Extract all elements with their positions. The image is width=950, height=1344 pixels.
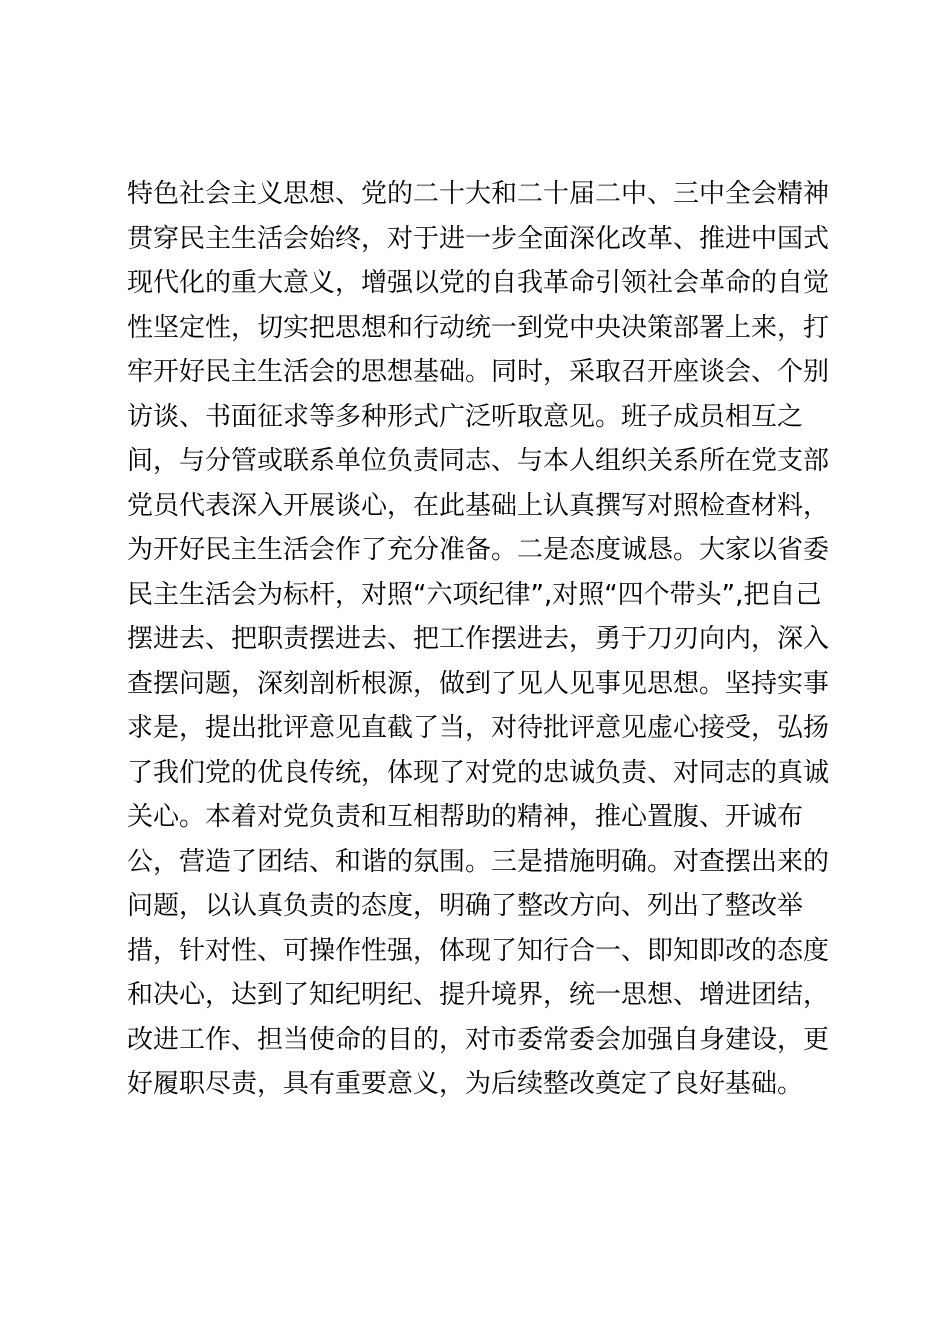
text-line: 间，与分管或联系单位负责同志、与本人组织关系所在党支部 xyxy=(127,446,830,476)
text-line: 查摆问题，深刻剖析根源，做到了见人见事见思想。坚持实事 xyxy=(127,668,830,699)
text-line: 公，营造了团结、和谐的氛围。三是措施明确。对查摆出来的 xyxy=(127,846,830,877)
text-line: 措，针对性、可操作性强，体现了知行合一、即知即改的态度 xyxy=(127,935,830,966)
text-line: 现代化的重大意义，增强以党的自我革命引领社会革命的自觉 xyxy=(127,268,830,298)
body-paragraph xyxy=(127,172,830,1107)
text-line: 和决心，达到了知纪明纪、提升境界，统一思想、增进团结， xyxy=(127,980,830,1010)
text-line: 关心。本着对党负责和互相帮助的精神，推心置腹、开诚布 xyxy=(127,802,804,832)
text-line: 访谈、书面征求等多种形式广泛听取意见。班子成员相互之 xyxy=(127,401,804,432)
text-line: 好履职尽责，具有重要意义，为后续整改奠定了良好基础。 xyxy=(127,1069,804,1099)
text-line: 贯穿民主生活会始终，对于进一步全面深化改革、推进中国式 xyxy=(127,223,830,254)
text-line: 党员代表深入开展谈心，在此基础上认真撰写对照检查材料， xyxy=(127,490,830,521)
text-line: 求是，提出批评意见直截了当，对待批评意见虚心接受，弘扬 xyxy=(127,713,830,743)
text-line: 摆进去、把职责摆进去、把工作摆进去，勇于刀刃向内，深入 xyxy=(127,624,830,654)
text-line: 为开好民主生活会作了充分准备。二是态度诚恳。大家以省委 xyxy=(127,535,830,565)
text-line: 牢开好民主生活会的思想基础。同时，采取召开座谈会、个别 xyxy=(127,357,830,387)
text-line: 民主生活会为标杆，对照“六项纪律”,对照“四个带头”,把自己 xyxy=(127,579,822,610)
text-line: 特色社会主义思想、党的二十大和二十届二中、三中全会精神 xyxy=(127,179,830,209)
text-line: 性坚定性，切实把思想和行动统一到党中央决策部署上来，打 xyxy=(127,312,830,343)
text-line: 了我们党的优良传统，体现了对党的忠诚负责、对同志的真诚 xyxy=(127,757,830,788)
text-line: 改进工作、担当使命的目的，对市委常委会加强自身建设，更 xyxy=(127,1024,830,1055)
text-line: 问题，以认真负责的态度，明确了整改方向、列出了整改举 xyxy=(127,891,804,921)
